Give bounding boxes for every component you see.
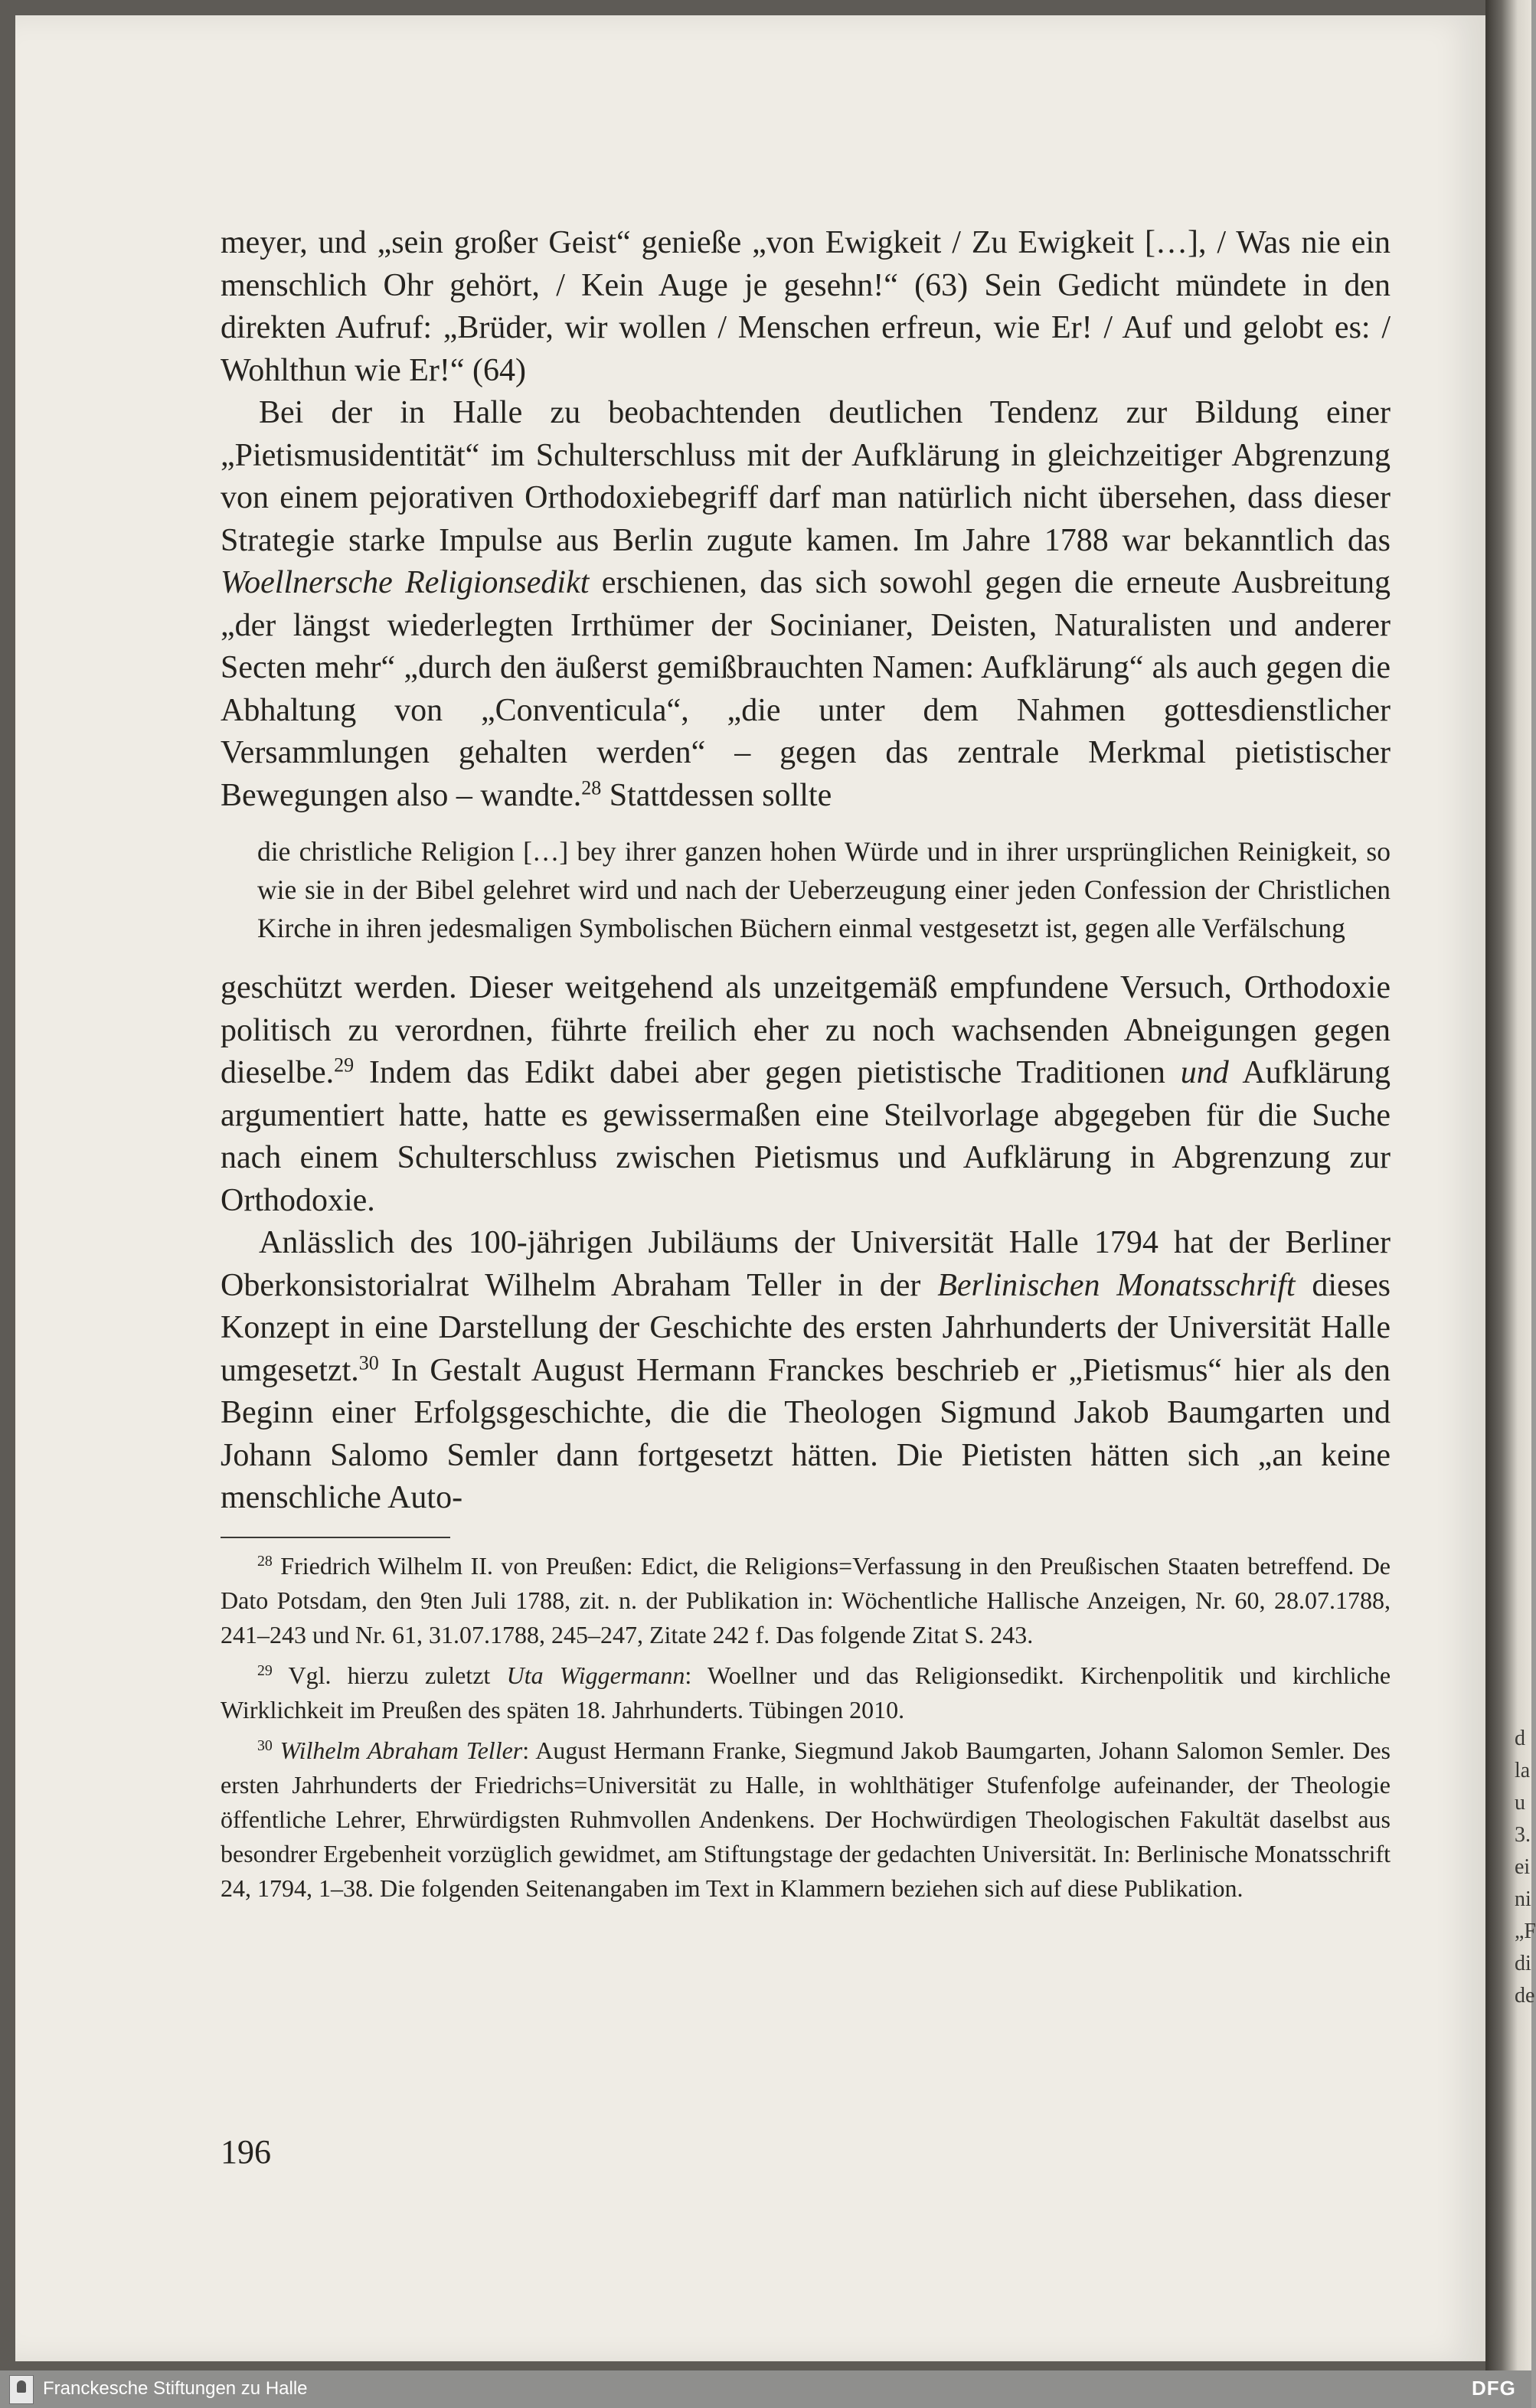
text-run: erschienen, das sich sowohl gegen die erneute Ausbreitung „der längst wiederlegten Irrthümer der Socinianer, Deisten, Naturalisten und anderer Secten mehr“ „durch den äußerst gemißbrauchten Namen: Aufklärung“ als auch gegen die Abhaltung von „Conventicula“, „die unter dem Nahmen gottesdienstlicher Versammlungen gehalten werden“ – gegen das zentrale Merkmal pietistischer Bewegungen also – wandte. xyxy=(221,565,1391,813)
funder-logo: DFG xyxy=(1472,2377,1516,2400)
facing-page-edge xyxy=(1485,0,1536,2370)
footnote-marker: 30 xyxy=(358,1351,379,1374)
footnote-marker: 29 xyxy=(257,1661,273,1679)
italic-text: Berlinischen Monatsschrift xyxy=(937,1267,1296,1303)
italic-text: Uta Wiggermann xyxy=(506,1661,685,1689)
text-run: dieses Konzept in eine Darstellung der Geschichte des ersten Jahrhunderts der Universität Halle umgesetzt. xyxy=(221,1267,1391,1388)
facing-page-fragment: d xyxy=(1515,1727,1525,1750)
text-run: Friedrich Wilhelm II. von Preußen: Edict, die Religions=Verfassung in den Preußischen Staaten betreffend. De Dato Potsdam, den 9ten Juli 1788, zit. n. der Publikation in: Wöchentliche Hallische Anzeigen, Nr. 60, 28.07.1788, 241–243 und Nr. 61, 31.07.1788, 245–247, Zitate 242 f. Das folgende Zitat S. 243. xyxy=(221,1551,1391,1648)
paragraph xyxy=(221,1222,1391,1520)
facing-page-fragment: 3. xyxy=(1515,1823,1531,1847)
footnote-marker: 29 xyxy=(334,1054,355,1077)
paragraph xyxy=(221,392,1391,817)
body-text-top xyxy=(221,222,1391,817)
italic-text: Woellnersche Religionsedikt xyxy=(221,565,590,600)
facing-page-fragment: „F xyxy=(1515,1920,1536,1943)
institution-name: Franckesche Stiftungen zu Halle xyxy=(43,2378,308,2399)
facing-page-fragment: u xyxy=(1515,1791,1525,1815)
facing-page-fragment: la xyxy=(1515,1759,1531,1782)
footnote-marker: 28 xyxy=(581,776,602,799)
block-quote: die christliche Religion […] bey ihrer ganzen hohen Würde und in ihrer ursprünglichen Reinigkeit, so wie sie in der Bibel gelehret wird und nach der Ueberzeugung einer jeden Confession der Christlichen Kirche in ihren jedesmaligen Symbolischen Büchern einmal vestgesetzt ist, gegen alle Verfälschung xyxy=(257,836,1391,943)
footnote xyxy=(221,1658,1391,1727)
footnote-separator xyxy=(221,1537,450,1538)
facing-page-fragment: ni xyxy=(1515,1887,1531,1911)
paragraph xyxy=(221,222,1391,392)
paragraph xyxy=(221,967,1391,1222)
body-text-bottom xyxy=(221,967,1391,1520)
footnote-marker: 30 xyxy=(257,1737,273,1754)
footnotes xyxy=(221,1549,1391,1906)
text-run: Indem das Edikt dabei aber gegen pietistische Traditionen xyxy=(354,1055,1181,1090)
institution-logo-icon xyxy=(9,2375,34,2404)
footnote xyxy=(221,1733,1391,1906)
italic-text: und xyxy=(1180,1055,1229,1090)
text-run: Aufklärung argumentiert hatte, hatte es gewissermaßen eine Steilvorlage abgegeben für die Suche nach einem Schulterschluss zwischen Pietismus und Aufklärung in Abgrenzung zur Orthodoxie. xyxy=(221,1055,1391,1218)
facing-page-fragment: di xyxy=(1515,1952,1531,1975)
text-run: Stattdessen sollte xyxy=(601,777,832,813)
page-number: 196 xyxy=(221,2133,271,2171)
italic-text: Wilhelm Abraham Teller xyxy=(279,1736,523,1764)
text-run xyxy=(273,1737,280,1764)
facing-page-fragment: de xyxy=(1515,1984,1535,2008)
text-run: geschützt werden. Dieser weitgehend als unzeitgemäß empfundene Versuch, Orthodoxie politisch zu verordnen, führte freilich eher zu noch wachsenden Abneigungen gegen dieselbe. xyxy=(221,970,1391,1090)
facing-page-fragment: ei xyxy=(1515,1855,1531,1879)
text-run: Vgl. hierzu zuletzt xyxy=(272,1661,507,1689)
footnote xyxy=(221,1549,1391,1652)
facing-page-text xyxy=(1515,1723,1536,2012)
text-run: In Gestalt August Hermann Franckes beschrieb er „Pietismus“ hier als den Beginn einer Erfolgsgeschichte, die die Theologen Sigmund Jakob Baumgarten und Johann Salomo Semler dann fortgesetzt hätten. Die Pietisten hätten sich „an keine menschliche Auto- xyxy=(221,1352,1391,1515)
text-run: : August Hermann Franke, Siegmund Jakob Baumgarten, Johann Salomon Semler. Des ersten Jahrhunderts der Friedrichs=Universität zu Halle, in wohlthätiger Stufenfolge aufeinander, der Theologie öffentliche Lehrer, Ehrwürdigsten Ruhmvollen Andenkens. Der Hochwürdigen Theologischen Fakultät daselbst aus besondrer Ergebenheit vorzüglich gewidmet, am Stiftungstage der gedachten Universität. In: Berlinische Monatsschrift 24, 1794, 1–38. Die folgenden Seitenangaben im Text in Klammern beziehen sich auf diese Publikation. xyxy=(221,1736,1391,1902)
text-run: meyer, und „sein großer Geist“ genieße „von Ewigkeit / Zu Ewigkeit […], / Was nie ein menschlich Ohr gehört, / Kein Auge je gesehn!“ (63) Sein Gedicht mündete in den direkten Aufruf: „Brüder, wir wollen / Menschen erfreun, wie Er! / Auf und gelobt es: / Wohlthun wie Er!“ (64) xyxy=(221,225,1391,388)
footnote-marker: 28 xyxy=(257,1552,273,1570)
text-run: Bei der in Halle zu beobachtenden deutlichen Tendenz zur Bildung einer „Pietismusidentität“ im Schulterschluss mit der Aufklärung in gleichzeitiger Abgrenzung von einem pejorativen Orthodoxiebegriff darf man natürlich nicht übersehen, dass dieser Strategie starke Impulse aus Berlin zugute kamen. Im Jahre 1788 war bekanntlich das xyxy=(221,395,1391,558)
page-content xyxy=(221,222,1391,1912)
text-run: : Woellner und das Religionsedikt. Kirchenpolitik und kirchliche Wirklichkeit im Preußen des späten 18. Jahrhunderts. Tübingen 2010. xyxy=(221,1661,1391,1724)
text-run: Anlässlich des 100-jährigen Jubiläums der Universität Halle 1794 hat der Berliner Oberkonsistorialrat Wilhelm Abraham Teller in der xyxy=(221,1225,1391,1303)
